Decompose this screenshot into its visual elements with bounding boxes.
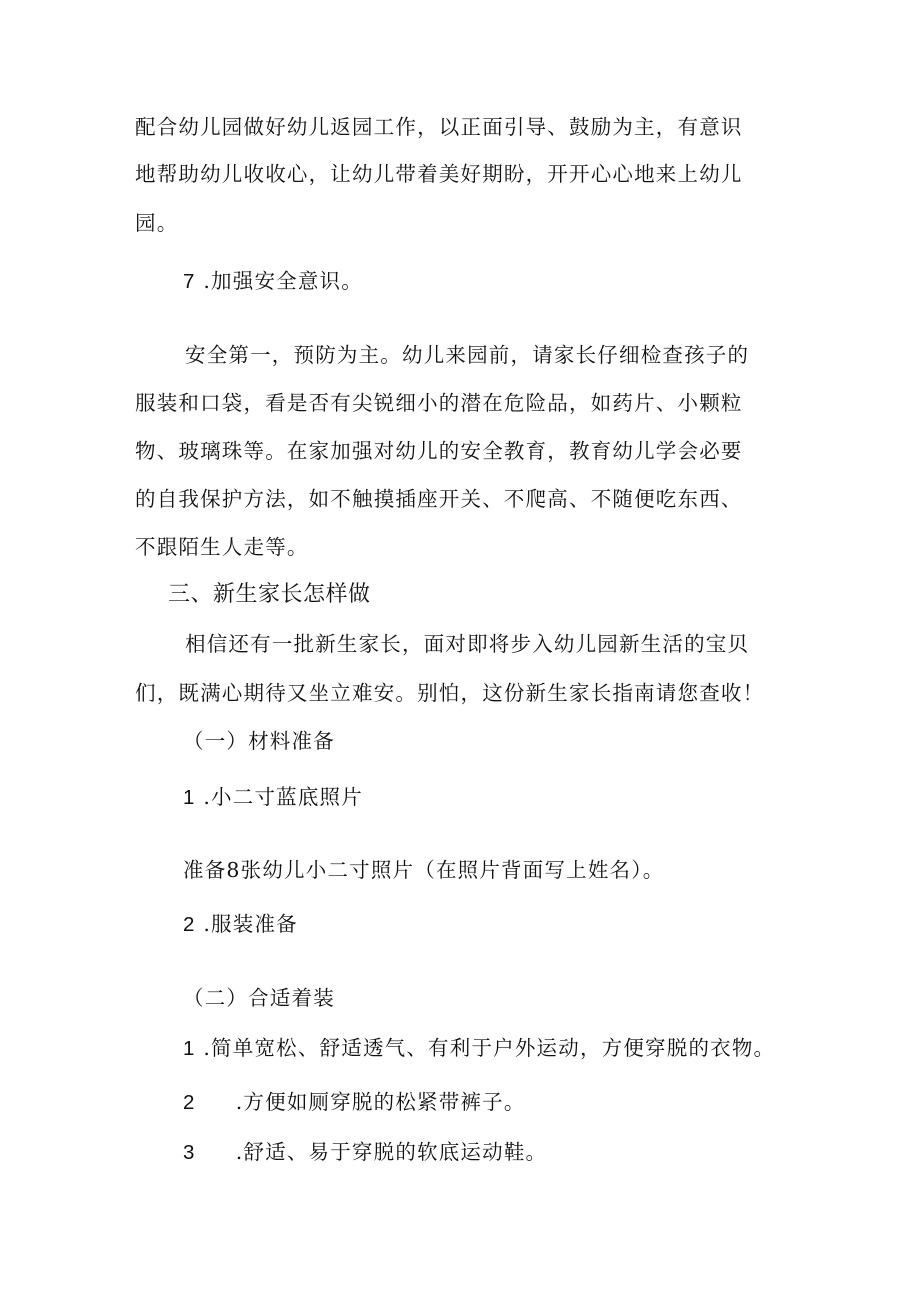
item-number: 7 <box>183 270 196 293</box>
paragraph-line: 地帮助幼儿收收心，让幼儿带着美好期盼，开开心心地来上幼儿 <box>135 162 743 186</box>
paragraph-line: 园。 <box>135 211 179 235</box>
item-number: 1 <box>183 786 196 809</box>
item-text: .简单宽松、舒适透气、有利于户外运动，方便穿脱的衣物。 <box>203 1036 776 1060</box>
item-text: .服装准备 <box>203 912 298 936</box>
paragraph-line: 物、玻璃珠等。在家加强对幼儿的安全教育，教育幼儿学会必要 <box>135 439 743 463</box>
item-text: 准备8张幼儿小二寸照片（在照片背面写上姓名）。 <box>183 858 665 882</box>
list-item <box>183 1092 526 1114</box>
subsection-heading: （一）材料准备 <box>183 729 335 753</box>
item-number: 3 <box>183 1141 196 1164</box>
paragraph-line: 配合幼儿园做好幼儿返园工作，以正面引导、鼓励为主，有意识 <box>135 115 743 139</box>
paragraph-line: 们，既满心期待又坐立难安。别怕，这份新生家长指南请您查收！ <box>135 681 765 705</box>
subsection-heading: （二）合适着装 <box>183 986 335 1010</box>
list-item <box>183 860 664 881</box>
item-number: 1 <box>183 1037 196 1060</box>
item-text: .小二寸蓝底照片 <box>203 785 363 809</box>
item-text: .方便如厕穿脱的松紧带裤子。 <box>235 1090 526 1114</box>
section-heading: 三、新生家长怎样做 <box>168 582 371 607</box>
paragraph-line: 相信还有一批新生家长，面对即将步入幼儿园新生活的宝贝 <box>185 632 750 656</box>
item-number: 2 <box>183 913 196 936</box>
paragraph-line: 服装和口袋，看是否有尖锐细小的潜在危险品，如药片、小颗粒 <box>135 391 743 415</box>
item-text: .舒适、易于穿脱的软底运动鞋。 <box>235 1140 548 1164</box>
paragraph-line: 的自我保护方法，如不触摸插座开关、不爬高、不随便吃东西、 <box>135 487 743 511</box>
list-item <box>183 787 363 809</box>
item-7 <box>183 271 363 293</box>
paragraph-line: 不跟陌生人走等。 <box>135 535 309 559</box>
list-item <box>183 1038 775 1060</box>
list-item <box>183 914 298 936</box>
paragraph-line: 安全第一，预防为主。幼儿来园前，请家长仔细检查孩子的 <box>185 343 750 367</box>
item-text: .加强安全意识。 <box>203 269 363 293</box>
item-number: 2 <box>183 1091 196 1114</box>
list-item <box>183 1142 547 1164</box>
